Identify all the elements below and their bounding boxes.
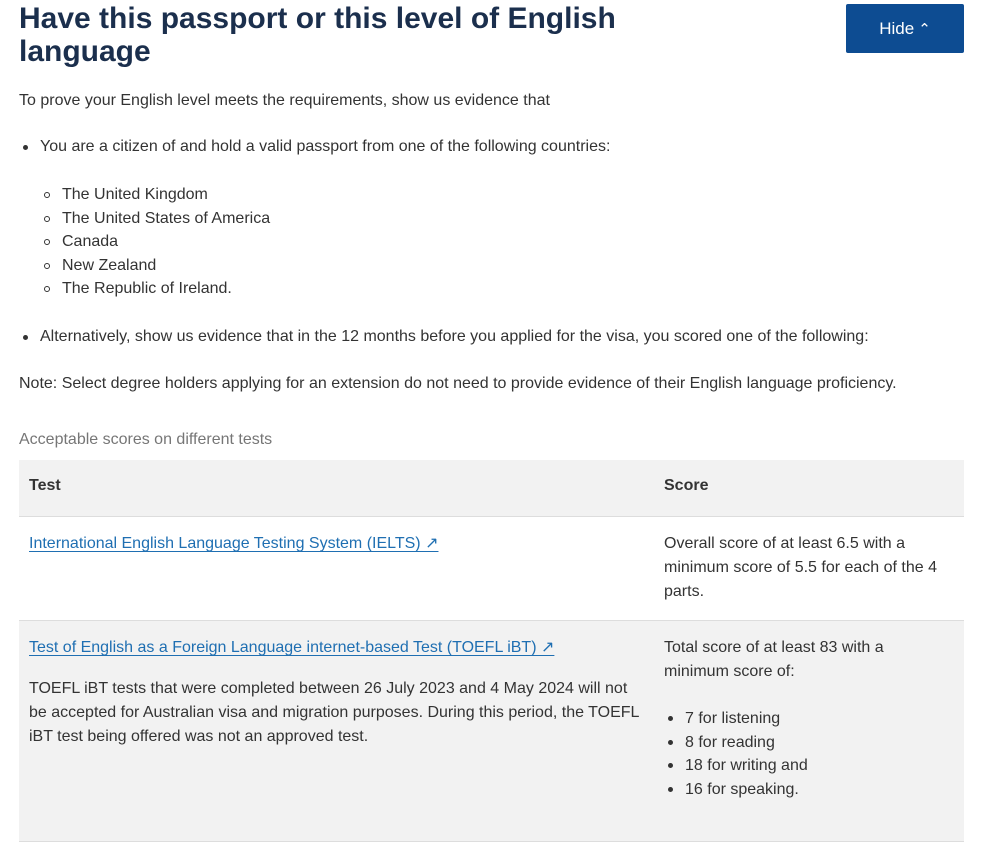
country-item: The United States of America (40, 207, 270, 231)
score-item: 8 for reading (664, 731, 808, 755)
country-item: New Zealand (40, 254, 270, 278)
note-text: Note: Select degree holders applying for an extension do not need to provide evidence of their English language proficiency. (19, 375, 897, 392)
toefl-note: TOEFL iBT tests that were completed between 26 July 2023 and 4 May 2024 will not be accepted for Australian visa and migration purposes. During this period, the TOEFL iBT test being offered was not an approved test. (29, 680, 639, 745)
score-item: 16 for speaking. (664, 778, 808, 802)
toefl-score-list (664, 707, 808, 801)
alternative-bullet-list (19, 326, 869, 348)
score-item: 7 for listening (664, 707, 808, 731)
score-item: 18 for writing and (664, 754, 808, 778)
table-header-row (19, 460, 964, 517)
toefl-score: Total score of at least 83 with a minimum score of: (664, 639, 884, 680)
intro-text: To prove your English level meets the requirements, show us evidence that (19, 92, 550, 109)
country-item: The United Kingdom (40, 183, 270, 207)
country-item: The Republic of Ireland. (40, 277, 270, 301)
chevron-up-icon: ⌃ (918, 21, 931, 38)
passport-bullet-list (19, 136, 610, 158)
table-caption: Acceptable scores on different tests (19, 431, 273, 448)
ielts-score: Overall score of at least 6.5 with a minimum score of 5.5 for each of the 4 parts. (664, 535, 938, 600)
alternative-bullet: Alternatively, show us evidence that in the 12 months before you applied for the visa, you scored one of the following: (19, 326, 869, 348)
toefl-link[interactable]: Test of English as a Foreign Language internet-based Test (TOEFL iBT) ↗ (29, 639, 555, 656)
table-header-test: Test (29, 477, 61, 494)
country-list (40, 183, 270, 301)
passport-bullet: You are a citizen of and hold a valid passport from one of the following countries: (19, 136, 610, 158)
country-item: Canada (40, 230, 270, 254)
hide-button-label: Hide (879, 18, 915, 38)
hide-button[interactable] (846, 4, 964, 53)
table-header-score: Score (664, 477, 709, 494)
table-row (19, 517, 964, 621)
ielts-link[interactable]: International English Language Testing System (IELTS) ↗ (29, 535, 439, 552)
section-title: Have this passport or this level of English language (19, 2, 616, 68)
table-row (19, 621, 964, 842)
